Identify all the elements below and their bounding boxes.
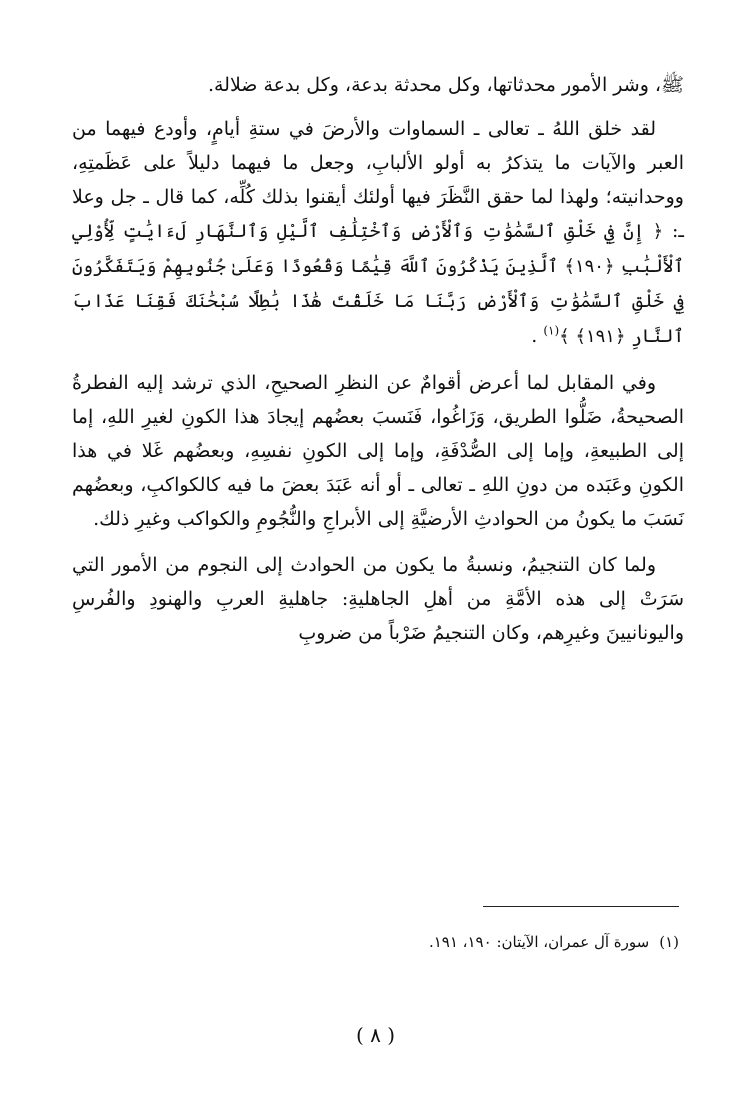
footnote-reference: (١) bbox=[543, 323, 560, 338]
paragraph-2 bbox=[72, 112, 684, 354]
paragraph-4: ولما كان التنجيمُ، ونسبةُ ما يكون من الحوادث إلى النجوم من الأمور التي سَرَتْ إلى هذه الأمَّةِ من أهلِ الجاهليةِ: جاهليةِ العربِ والهنودِ والفُرسِ واليونانيينَ وغيرِهم، وكان التنجيمُ ضَرْباً من ضروبِ bbox=[72, 554, 684, 644]
paragraph-1: ﷺ، وشر الأمور محدثاتها، وكل محدثة بدعة، وكل بدعة ضلالة. bbox=[207, 74, 684, 96]
footnote-text: سورة آل عمران، الآيتان: ١٩٠، ١٩١. bbox=[428, 933, 650, 951]
footnote-divider bbox=[483, 906, 679, 907]
paragraph-3: وفي المقابل لما أعرض أقوامٌ عن النظرِ الصحيحِ، الذي ترشد إليه الفطرةُ الصحيحةُ، ضَلُّوا الطريق، وَزَاغُوا، فَنَسبَ بعضُهم إيجادَ هذا الكونِ لغيرِ اللهِ، إما إلى الطبيعةِ، وإما إلى الصُّدْفَةِ، وإما إلى الكونِ نفسِهِ، وبعضُهم غَلا في هذا الكونِ وعَبَده من دونِ اللهِ ـ تعالى ـ أو أنه عَبَدَ بعضَ ما فيه كالكواكبِ، وبعضُهم نَسَبَ ما يكونُ من الحوادثِ الأرضيَّةِ إلى الأبراجِ والنُّجُومِ والكواكب وغيرِ ذلك. bbox=[72, 372, 684, 530]
footnote bbox=[67, 930, 679, 954]
main-text bbox=[72, 68, 684, 650]
paragraph-2-end: . bbox=[531, 325, 544, 347]
page-number: ( ٨ ) bbox=[355, 1023, 396, 1047]
footnote-marker: (١) bbox=[659, 933, 679, 951]
paragraph-2-text: لقد خلق اللهُ ـ تعالى ـ السماوات والأرضَ في ستةِ أيامٍ، وأودع فيهما من العبر والآيات ما يتذكرُ به أولو الألبابِ، وجعل ما فيهما دليلاً على عَظَمتِهِ، ووحدانيته؛ ولهذا لما حقق النَّظَرَ فيها أولئك أيقنوا بذلك كُلِّه، كما قال ـ جل وعلا ـ: bbox=[72, 118, 685, 242]
quran-verse: ﴿ إِنَّ فِي خَلْقِ ٱلسَّمَٰوَٰتِ وَٱلْأَرْضِ وَٱخْتِلَٰفِ ٱلَّيْلِ وَٱلنَّهَارِ لَءَايَٰتٍ لِّأُوْلِي ٱلْأَلْبَٰبِ ﴿١٩٠﴾ ٱلَّذِينَ يَذْكُرُونَ ٱللَّهَ قِيَٰمًا وَقُعُودًا وَعَلَىٰ جُنُوبِهِمْ وَيَتَفَكَّرُونَ فِي خَلْقِ ٱلسَّمَٰوَٰتِ وَٱلْأَرْضِ رَبَّنَا مَا خَلَقْتَ هَٰذَا بَٰطِلًا سُبْحَٰنَكَ فَقِنَا عَذَابَ ٱلنَّارِ ﴿١٩١﴾ ﴾ bbox=[72, 221, 684, 347]
